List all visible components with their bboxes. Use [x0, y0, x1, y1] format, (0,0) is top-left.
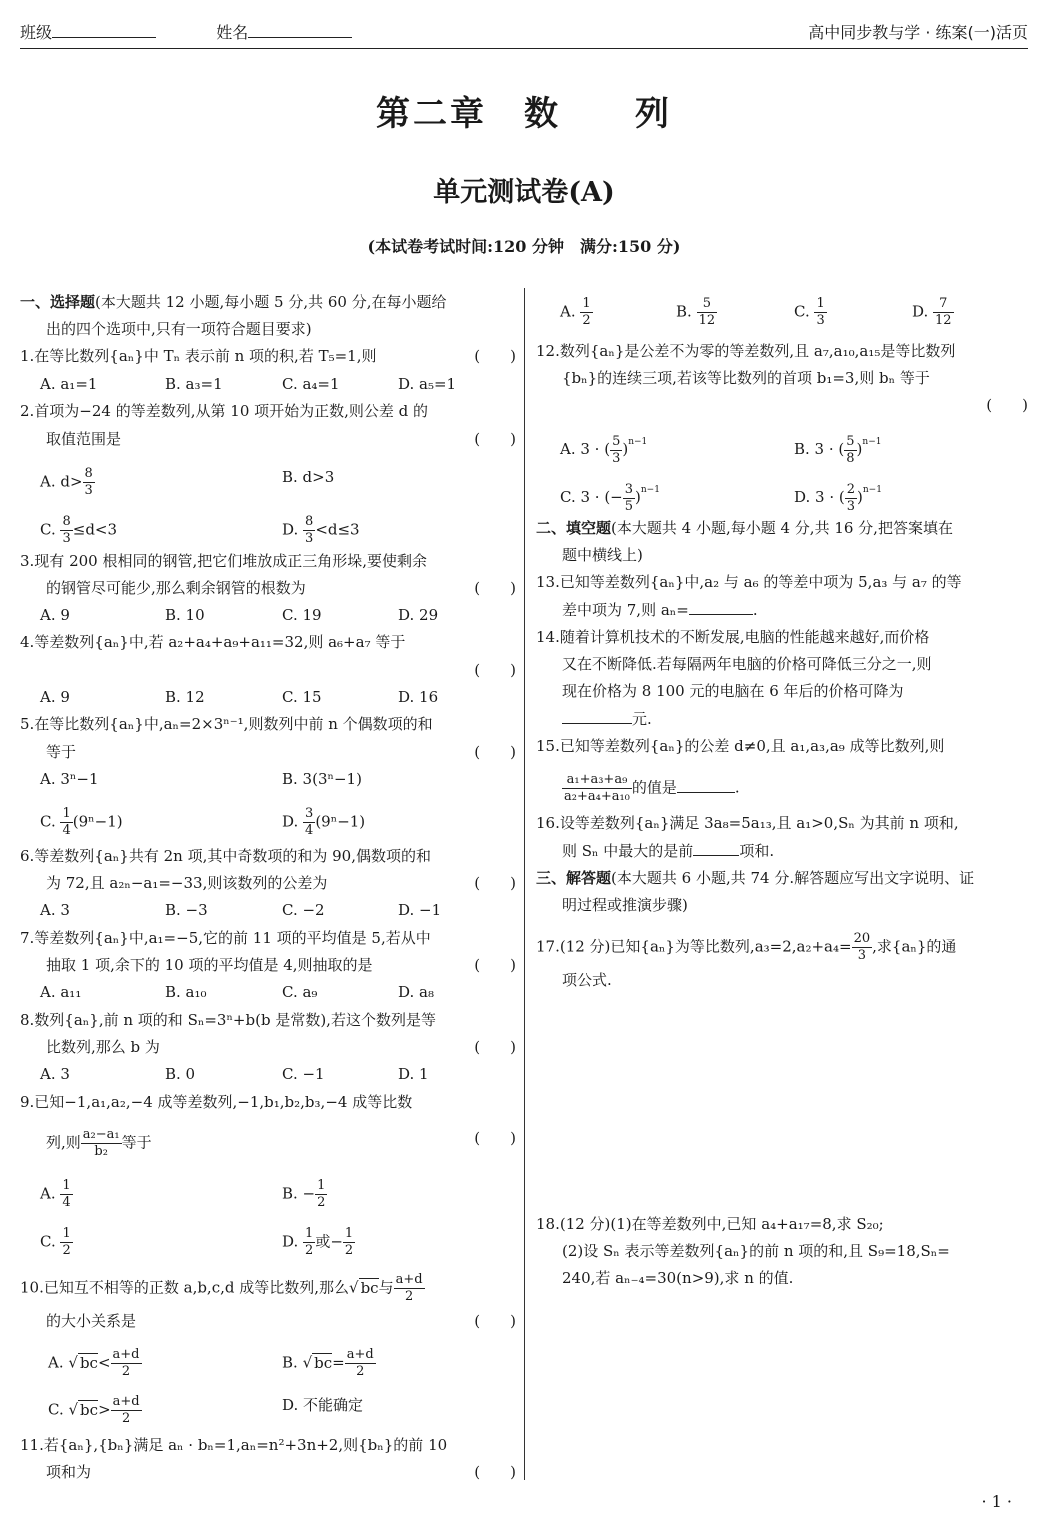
- question-9-cont: 列,则 $\frac{\text{a₂−a₁}}{\text{b₂}}$ 等于 ( ): [46, 1127, 516, 1159]
- q5-option-d[interactable]: D. $\frac{3}{4}$ (9ⁿ−1): [282, 806, 366, 838]
- column-divider: [524, 288, 525, 1480]
- q10-option-b[interactable]: B. √ bc= $\frac{a+d}{2}$: [282, 1347, 374, 1379]
- header-right: 高中同步教与学 · 练案(一)活页: [808, 23, 1028, 42]
- q5-option-a[interactable]: A. 3ⁿ−1: [40, 770, 99, 788]
- class-label: 班级: [20, 23, 53, 42]
- question-5: 5.在等比数列{aₙ}中,aₙ=2×3ⁿ⁻¹,则数列中前 n 个偶数项的和: [20, 715, 433, 733]
- page-number: · 1 ·: [981, 1492, 1012, 1511]
- question-3-cont: 的钢管尽可能少,那么剩余钢管的根数为 ( ): [46, 579, 516, 597]
- q11-option-d[interactable]: D. $\frac{7}{12}$: [912, 296, 952, 328]
- q5-option-c[interactable]: C. $\frac{1}{4}$ (9ⁿ−1): [40, 806, 123, 838]
- question-16: 16.设等差数列{aₙ}满足 3a₈=5a₁₃,且 a₁>0,Sₙ 为其前 n 项和,: [536, 814, 959, 832]
- q3-option-d[interactable]: D. 29: [398, 606, 439, 624]
- question-7: 7.等差数列{aₙ}中,a₁=−5,它的前 11 项的平均值是 5,若从中: [20, 929, 431, 947]
- question-14: 14.随着计算机技术的不断发展,电脑的性能越来越好,而价格: [536, 628, 930, 646]
- q9-option-c[interactable]: C. $\frac{1}{2}$: [40, 1226, 71, 1258]
- q7-option-b[interactable]: B. a₁₀: [165, 983, 207, 1001]
- name-label: 姓名: [216, 23, 249, 42]
- q6-option-c[interactable]: C. −2: [282, 901, 325, 919]
- question-8-cont: 比数列,那么 b 为 ( ): [46, 1038, 516, 1056]
- q7-option-a[interactable]: A. a₁₁: [40, 983, 82, 1001]
- question-13-cont: 差中项为 7,则 aₙ= .: [562, 601, 758, 619]
- question-10: 10.已知互不相等的正数 a,b,c,d 成等比数列,那么√ bc与 $\frac{a+d}{2}$: [20, 1272, 423, 1304]
- q1-option-b[interactable]: B. a₃=1: [165, 375, 223, 393]
- question-11-cont: 项和为 ( ): [46, 1463, 516, 1481]
- section-2-header: 二、填空题(本大题共 4 小题,每小题 4 分,共 16 分,把答案填在: [536, 519, 953, 537]
- question-14-cont3: 元.: [536, 708, 652, 730]
- q2-option-a[interactable]: A. d> $\frac{8}{3}$: [40, 466, 93, 498]
- q4-option-a[interactable]: A. 9: [40, 688, 70, 706]
- question-3: 3.现有 200 根相同的钢管,把它们堆放成正三角形垛,要使剩余: [20, 552, 428, 570]
- q4-option-c[interactable]: C. 15: [282, 688, 322, 706]
- question-15: 15.已知等差数列{aₙ}的公差 d≠0,且 a₁,a₃,a₉ 成等比数列,则: [536, 737, 945, 755]
- q12-option-a[interactable]: A. 3 · ( $\frac{5}{3}$ )$^{n-1}$: [560, 433, 648, 466]
- question-11: 11.若{aₙ},{bₙ}满足 aₙ · bₙ=1,aₙ=n²+3n+2,则{bₙ}的前 10: [20, 1436, 448, 1454]
- question-17-cont: 项公式.: [562, 971, 612, 989]
- section-3-desc: 明过程或推演步骤): [562, 896, 688, 914]
- q2-option-d[interactable]: D. $\frac{8}{3}$ <d≤3: [282, 514, 360, 546]
- q10-option-c[interactable]: C. √ bc> $\frac{a+d}{2}$: [48, 1394, 140, 1426]
- section-2-desc: 题中横线上): [562, 546, 643, 564]
- q6-option-b[interactable]: B. −3: [165, 901, 208, 919]
- q9-option-a[interactable]: A. $\frac{1}{4}$: [40, 1178, 71, 1210]
- question-14-cont2: 现在价格为 8 100 元的电脑在 6 年后的价格可降为: [562, 682, 904, 700]
- section-1-header: 一、选择题(本大题共 12 小题,每小题 5 分,共 60 分,在每小题给: [20, 293, 447, 311]
- question-4: 4.等差数列{aₙ}中,若 a₂+a₄+a₉+a₁₁=32,则 a₆+a₇ 等于: [20, 633, 406, 651]
- q16-answer-blank[interactable]: [693, 841, 739, 856]
- question-13: 13.已知等差数列{aₙ}中,a₂ 与 a₆ 的等差中项为 5,a₃ 与 a₇ 的等: [536, 573, 962, 591]
- q1-option-d[interactable]: D. a₅=1: [398, 375, 457, 393]
- q13-answer-blank[interactable]: [689, 600, 753, 615]
- q1-option-a[interactable]: A. a₁=1: [40, 375, 98, 393]
- question-9: 9.已知−1,a₁,a₂,−4 成等差数列,−1,b₁,b₂,b₃,−4 成等比数: [20, 1093, 413, 1111]
- q8-option-c[interactable]: C. −1: [282, 1065, 325, 1083]
- question-16-cont: 则 Sₙ 中最大的是前 项和.: [562, 842, 775, 860]
- q6-option-d[interactable]: D. −1: [398, 901, 442, 919]
- question-5-cont: 等于 ( ): [46, 743, 516, 761]
- q2-option-b[interactable]: B. d>3: [282, 468, 335, 486]
- q9-option-d[interactable]: D. $\frac{1}{2}$ 或− $\frac{1}{2}$: [282, 1226, 354, 1258]
- chapter-title: 第二章 数 列: [376, 94, 672, 134]
- q4-option-d[interactable]: D. 16: [398, 688, 439, 706]
- q11-option-c[interactable]: C. $\frac{1}{3}$: [794, 296, 825, 328]
- q15-answer-blank[interactable]: [677, 778, 735, 793]
- q11-option-b[interactable]: B. $\frac{5}{12}$: [676, 296, 716, 328]
- q3-option-c[interactable]: C. 19: [282, 606, 322, 624]
- q3-option-a[interactable]: A. 9: [40, 606, 70, 624]
- q3-option-b[interactable]: B. 10: [165, 606, 205, 624]
- header-left: [20, 20, 352, 43]
- name-blank[interactable]: [248, 23, 352, 38]
- q10-option-a[interactable]: A. √ bc< $\frac{a+d}{2}$: [48, 1347, 140, 1379]
- q4-option-b[interactable]: B. 12: [165, 688, 205, 706]
- question-2-cont: 取值范围是 ( ): [46, 430, 516, 448]
- class-blank[interactable]: [52, 23, 156, 38]
- question-2: 2.首项为−24 的等差数列,从第 10 项开始为正数,则公差 d 的: [20, 402, 429, 420]
- q14-answer-blank[interactable]: [562, 709, 632, 724]
- question-10-cont: 的大小关系是 ( ): [46, 1312, 516, 1330]
- q9-option-b[interactable]: B. − $\frac{1}{2}$: [282, 1178, 326, 1210]
- q11-option-a[interactable]: A. $\frac{1}{2}$: [560, 296, 591, 328]
- q8-option-d[interactable]: D. 1: [398, 1065, 429, 1083]
- question-12-cont: {bₙ}的连续三项,若该等比数列的首项 b₁=3,则 bₙ 等于: [562, 369, 930, 387]
- q12-option-d[interactable]: D. 3 · ( $\frac{2}{3}$ )$^{n-1}$: [794, 481, 882, 514]
- q12-option-b[interactable]: B. 3 · ( $\frac{5}{8}$ )$^{n-1}$: [794, 433, 882, 466]
- q7-option-c[interactable]: C. a₉: [282, 983, 318, 1001]
- q8-option-b[interactable]: B. 0: [165, 1065, 196, 1083]
- section-3-header: 三、解答题(本大题共 6 小题,共 74 分.解答题应写出文字说明、证: [536, 869, 975, 887]
- question-18: 18.(12 分)(1)在等差数列中,已知 a₄+a₁₇=8,求 S₂₀;: [536, 1215, 884, 1233]
- question-1: 1.在等比数列{aₙ}中 Tₙ 表示前 n 项的积,若 T₅=1,则 ( ): [20, 347, 516, 365]
- question-18-part2: (2)设 Sₙ 表示等差数列{aₙ}的前 n 项的和,且 S₉=18,Sₙ=: [562, 1242, 950, 1260]
- unit-title: 单元测试卷(A): [433, 177, 615, 208]
- page-header: [20, 18, 1028, 49]
- question-14-cont1: 又在不断降低.若每隔两年电脑的价格可降低三分之一,则: [562, 655, 932, 673]
- question-15-cont: $\frac{\text{a₁+a₃+a₉}}{\text{a₂+a₄+a₁₀}}$ 的值是 .: [564, 772, 740, 804]
- q6-option-a[interactable]: A. 3: [40, 901, 70, 919]
- question-12: 12.数列{aₙ}是公差不为零的等差数列,且 a₇,a₁₀,a₁₅是等比数列: [536, 342, 956, 360]
- q7-option-d[interactable]: D. a₈: [398, 983, 434, 1001]
- question-18-cont: 240,若 aₙ₋₄=30(n>9),求 n 的值.: [562, 1269, 794, 1287]
- question-17: 17.(12 分)已知{aₙ}为等比数列,a₃=2,a₂+a₄= $\frac{20}{3}$ ,求{aₙ}的通: [536, 931, 957, 963]
- q10-option-d[interactable]: D. 不能确定: [282, 1396, 364, 1414]
- question-6-cont: 为 72,且 a₂ₙ−a₁=−33,则该数列的公差为 ( ): [46, 874, 516, 892]
- exam-info: (本试卷考试时间:120 分钟 满分:150 分): [367, 237, 681, 256]
- q5-option-b[interactable]: B. 3(3ⁿ−1): [282, 770, 362, 788]
- question-8: 8.数列{aₙ},前 n 项的和 Sₙ=3ⁿ+b(b 是常数),若这个数列是等: [20, 1011, 436, 1029]
- q8-option-a[interactable]: A. 3: [40, 1065, 70, 1083]
- q1-option-c[interactable]: C. a₄=1: [282, 375, 340, 393]
- question-6: 6.等差数列{aₙ}共有 2n 项,其中奇数项的和为 90,偶数项的和: [20, 847, 431, 865]
- q2-option-c[interactable]: C. $\frac{8}{3}$ ≤d<3: [40, 514, 118, 546]
- q12-option-c[interactable]: C. 3 · (− $\frac{3}{5}$ )$^{n-1}$: [560, 481, 660, 514]
- section-1-desc: 出的四个选项中,只有一项符合题目要求): [46, 320, 312, 338]
- question-7-cont: 抽取 1 项,余下的 10 项的平均值是 4,则抽取的是 ( ): [46, 956, 516, 974]
